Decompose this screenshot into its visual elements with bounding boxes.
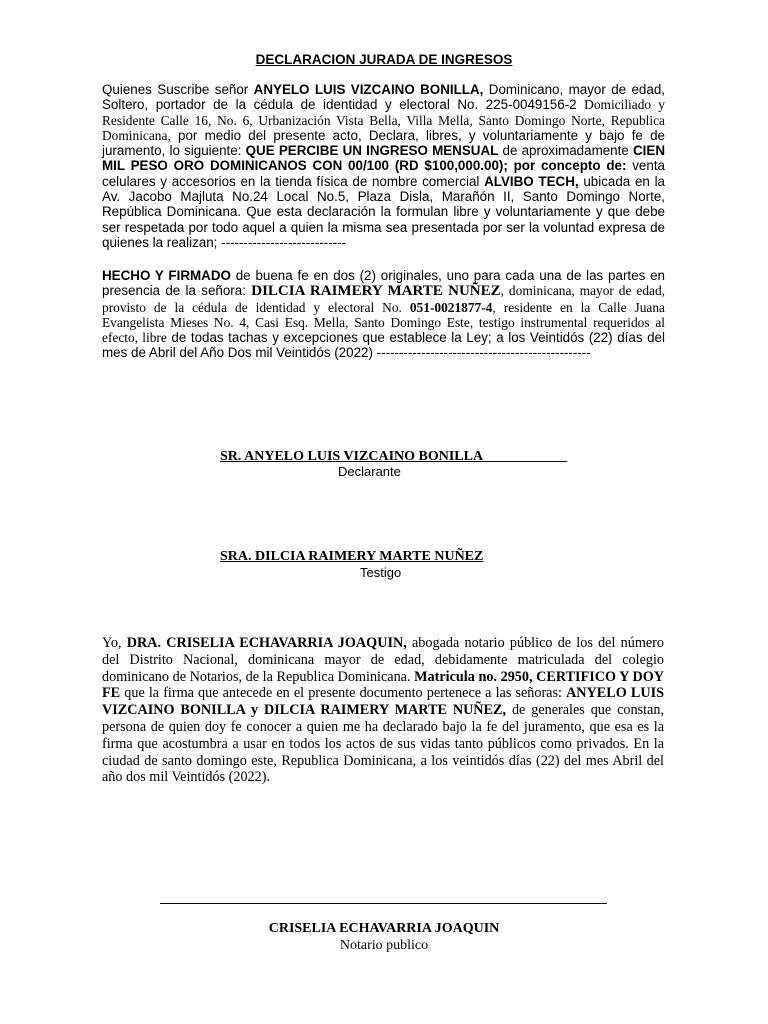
notary-registration: Matricula no. 2950, CERTIFICO Y DOY FE [102, 668, 664, 702]
p3-run-7: de generales que constan, persona de quien doy fe conocer a quien me ha declarado bajo la fe del juramento, que esa es la firma que acostumbra a usar en todos los actos de sus vidas tanto públicos como privados. En la ciudad de santo domingo este, Republica Dominicana, a los veintidós días (22) del mes Abril del año dos mil Veintidós (2022). [102, 702, 664, 786]
p2-run-4: , dominicana, mayor de edad, provisto de la cédula de identidad y electoral No. [102, 283, 665, 315]
p1-run-6: QUE PERCIBE UN INGRESO MENSUAL [245, 143, 499, 159]
p3-run-5: que la firma que antecede en el presente documento pertenece a las señoras: [120, 685, 567, 702]
business-name: ALVIBO TECH, [484, 173, 579, 189]
income-amount: CIEN MIL PESO ORO DOMINICANOS CON 00/100 (RD $100,000.00); por concepto de: [102, 143, 665, 174]
declarant-signature-text: SR. ANYELO LUIS VIZCAINO BONILLA [220, 449, 484, 464]
p1-run-3: Dominicano, mayor de edad, Soltero, portador de la cédula de identidad y electoral No. 225-0049156-2 [102, 82, 665, 113]
p1-run-5: por medio del presente acto, Declara, libres, y voluntariamente y bajo fe de juramento, lo siguiente: [102, 127, 665, 159]
p3-run-3: abogada notario público de los del número del Distrito Nacional, dominicana mayor de edad, debidamente matriculada del colegio dominicano de Notarios, de la Republica Dominicana. [102, 635, 664, 685]
declarant-name: ANYELO LUIS VIZCAINO BONILLA, [253, 82, 484, 97]
declarant-role: Declarante [338, 464, 401, 479]
p1-run-9: venta celulares y accesorios en la tienda física de nombre comercial [102, 158, 665, 189]
witness-signature-name: SRA. DILCIA RAIMERY MARTE NUÑEZ [220, 549, 484, 564]
p3-run-1: Yo, [102, 635, 127, 651]
declarant-signature-underline: ____________ [483, 449, 568, 464]
notary-signature-line [160, 903, 607, 904]
p2-run-2: de buena fe en dos (2) originales, uno para cada una de las partes en presencia de la señora: [102, 268, 665, 299]
p2-run-6: , residente en la Calle Juana Evangelista Mieses No. 4, Casi Esq. Mella, Santo Domingo Este, testigo instrumental requeridos al efecto, libre [102, 299, 666, 346]
notary-name: DRA. CRISELIA ECHAVARRIA JOAQUIN, [126, 635, 407, 651]
signers-names: ANYELO LUIS VIZCAINO BONILLA y DILCIA RAIMERY MARTE NUÑEZ, [102, 685, 664, 719]
p1-run-7: de aproximadamente [498, 143, 633, 159]
declarant-signature-name [220, 449, 640, 465]
declaration-paragraph [102, 82, 665, 250]
p2-run-7: de todas tachas y excepciones que establece la Ley; a los Veintidós (22) días del mes de Abril del Año Dos mil Veintidós (2022) ------------------------------------------------ [102, 330, 665, 361]
notary-role: Notario publico [339, 938, 429, 953]
p1-run-11: ubicada en la Av. Jacobo Majluta No.24 Local No.5, Plaza Disla, Marañón II, Santo Domingo Norte, República Dominicana. Que esta declaración la formulan libre y voluntariamente y que debe ser respetada por todo aquel a quien la misma sea presentada por ser la voluntad expresa de quienes la realizan; ---------------------------- [102, 173, 665, 250]
witness-id: 051-0021877-4 [409, 299, 493, 315]
p1-run-4: Domiciliado y Residente Calle 16, No. 6, Urbanización Vista Bella, Villa Mella, Santo Domingo Norte, Republica Dominicana, [102, 97, 665, 143]
notary-paragraph [102, 635, 664, 786]
witness-role: Testigo [360, 565, 402, 580]
p2-run-1: HECHO Y FIRMADO [102, 268, 231, 283]
signing-paragraph [102, 268, 665, 361]
witness-name: DILCIA RAIMERY MARTE NUÑEZ [251, 283, 501, 300]
p1-run-1: Quienes Suscribe señor [102, 82, 254, 97]
notary-signature-name: CRISELIA ECHAVARRIA JOAQUIN [268, 921, 500, 936]
document-title: DECLARACION JURADA DE INGRESOS [255, 52, 513, 67]
